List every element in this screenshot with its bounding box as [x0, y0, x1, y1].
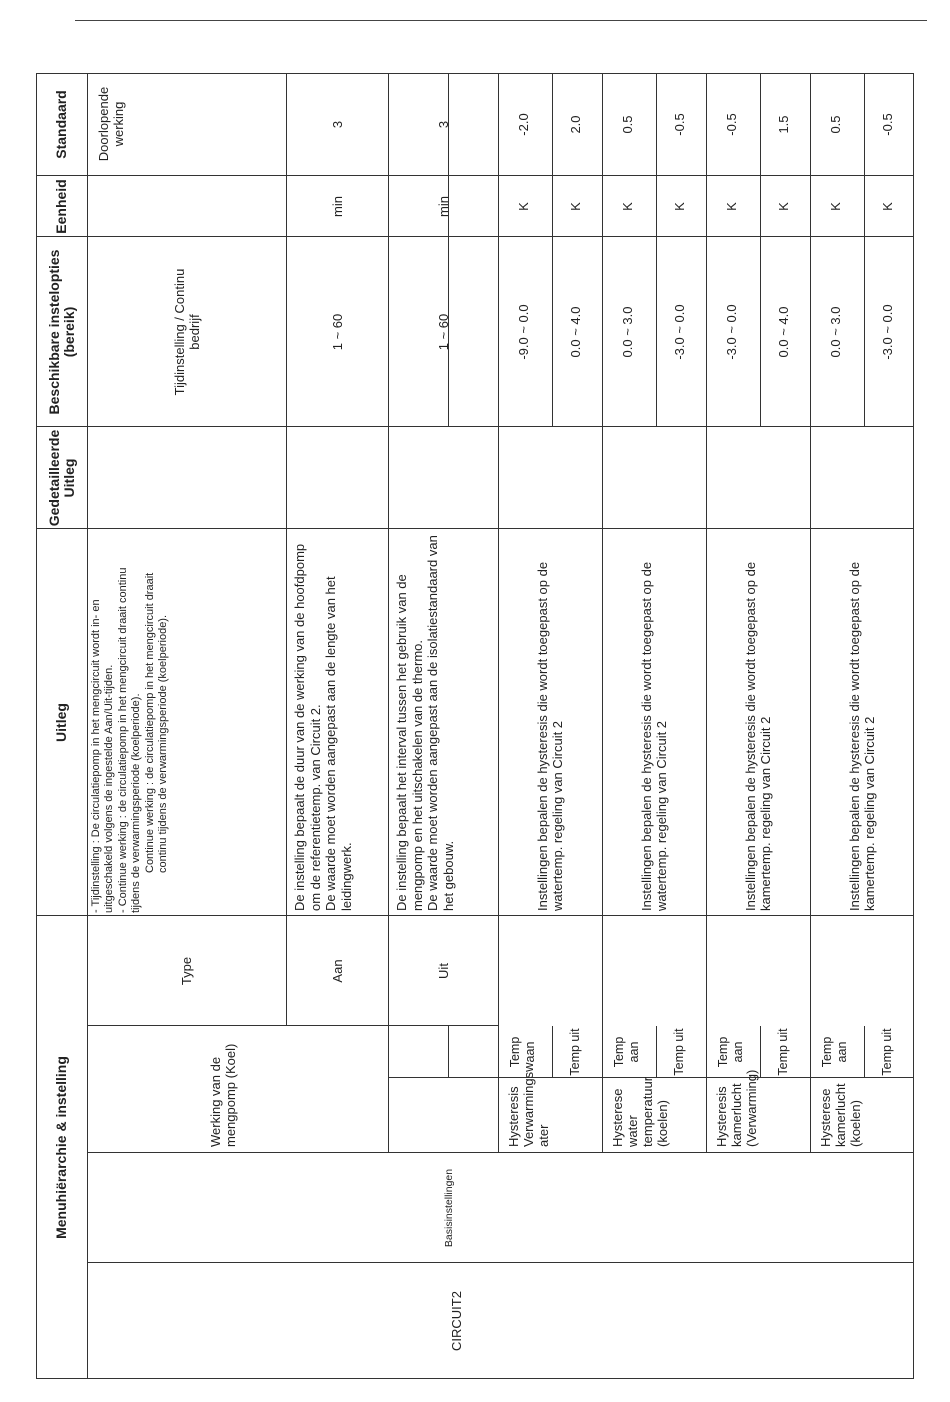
temp-on-range: 0.0 ~ 3.0	[827, 306, 843, 358]
header-uitleg: Uitleg	[53, 703, 69, 742]
temp-off-unit: K	[567, 202, 583, 211]
header-range: Beschikbare instelopties (bereik)	[45, 249, 77, 415]
temp-off-range: 0.0 ~ 4.0	[775, 306, 791, 358]
menu-level1: CIRCUIT2	[448, 1291, 464, 1351]
row-aan-unit: min	[329, 196, 345, 217]
temp-off-standard: 1.5	[775, 115, 791, 134]
temp-off-label: Temp uit	[671, 1028, 686, 1076]
temp-off-unit: K	[879, 202, 895, 211]
row-type-explanation	[90, 531, 284, 913]
row-uit-explanation: De instelling bepaalt het interval tussen het gebruik van de mengpomp en het uitschakelen van de thermo. De waarde moet worden aangepast aan de isolatiestandaard van het gebouw.	[394, 535, 456, 911]
temp-off-label: Temp uit	[567, 1028, 582, 1076]
temp-off-range: -3.0 ~ 0.0	[879, 304, 895, 360]
header-standard: Standaard	[53, 90, 69, 159]
row-uit-label: Uit	[435, 963, 451, 979]
temp-on-standard: 0.5	[827, 115, 843, 134]
temp-off-standard: -0.5	[879, 113, 895, 136]
type-expl-2: - Continue werking : de circulatiepomp in het mengcircuit draait continu tijdens de verwarmingsperiode (koelperiode).	[116, 567, 143, 913]
temp-on-standard: -0.5	[723, 113, 739, 136]
temp-on-standard: 0.5	[619, 115, 635, 134]
temp-on-range: -9.0 ~ 0.0	[515, 304, 531, 360]
group-explanation: Instellingen bepalen de hysteresis die wordt toegepast op de kamertemp. regeling van Circuit 2	[742, 561, 773, 911]
temp-off-label: Temp uit	[879, 1028, 894, 1076]
temp-on-range: 0.0 ~ 3.0	[619, 306, 635, 358]
type-expl-3: Continue werking : de circulatiepomp in het mengcircuit draait continu tijdens de verwarmingsperiode (koelperiode).	[143, 572, 170, 873]
temp-on-standard: -2.0	[515, 113, 531, 136]
temp-off-range: -3.0 ~ 0.0	[671, 304, 687, 360]
temp-on-unit: K	[827, 202, 843, 211]
temp-off-standard: -0.5	[671, 113, 687, 136]
temp-on-label: Temp aan	[820, 1036, 849, 1068]
row-type-unit	[87, 176, 286, 237]
temp-off-unit: K	[671, 202, 687, 211]
type-expl-1: - Tijdinstelling : De circulatiepomp in het mengcircuit wordt in- en uitgeschakeld volgens de ingestelde Aan/Uit-tijden.	[90, 599, 116, 913]
row-uit-range: 1 ~ 60	[435, 313, 451, 351]
group-name: Hysterese water temperatuur (koelen)	[610, 1076, 670, 1147]
row-aan-explanation: De instelling bepaalt de duur van de werking van de hoofdpomp om de referentietemp. van Circuit 2. De waarde moet worden aangepast aan de lengte van het leidingwerk.	[292, 543, 354, 911]
temp-on-unit: K	[619, 202, 635, 211]
menu-level3: Werking van de mengpomp (Koel)	[208, 1043, 238, 1147]
temp-on-unit: K	[723, 202, 739, 211]
menu-level2: Basisinstellingen	[443, 1168, 455, 1248]
temp-on-unit: K	[515, 202, 531, 211]
group-name: Hysteresis kamerlucht (Verwarming)	[714, 1069, 759, 1147]
group-name: Hysteresis Verwarmingsw ater	[506, 1062, 551, 1147]
group-explanation: Instellingen bepalen de hysteresis die wordt toegepast op de watertemp. regeling van Circuit 2	[638, 561, 669, 911]
temp-on-range: -3.0 ~ 0.0	[723, 304, 739, 360]
temp-off-range: 0.0 ~ 4.0	[567, 306, 583, 358]
group-explanation: Instellingen bepalen de hysteresis die wordt toegepast op de watertemp. regeling van Circuit 2	[534, 561, 565, 911]
group-name: Hysterese kamerlucht (koelen)	[818, 1083, 863, 1147]
settings-table	[36, 73, 914, 1379]
header-menu: Menuhiërarchie & instelling	[53, 1056, 69, 1239]
temp-on-label: Temp aan	[508, 1036, 537, 1068]
temp-off-label: Temp uit	[775, 1028, 790, 1076]
row-aan-range: 1 ~ 60	[329, 313, 345, 351]
header-detail: Gedetailleerde Uitleg	[45, 429, 77, 527]
temp-off-standard: 2.0	[567, 115, 583, 134]
row-uit-unit: min	[435, 196, 451, 217]
temp-off-unit: K	[775, 202, 791, 211]
header-unit: Eenheid	[53, 179, 69, 234]
row-aan-standard: 3	[329, 120, 345, 129]
row-uit-standard: 3	[435, 120, 451, 129]
rotated-table-frame	[36, 73, 914, 1379]
group-explanation: Instellingen bepalen de hysteresis die wordt toegepast op de kamertemp. regeling van Circuit 2	[846, 561, 877, 911]
row-aan-label: Aan	[329, 959, 345, 983]
temp-on-label: Temp aan	[612, 1036, 641, 1068]
temp-on-label: Temp aan	[716, 1036, 745, 1068]
row-type-range: Tijdinstelling / Continu bedrijf	[171, 268, 202, 396]
row-type-standard: Doorlopende werking	[96, 86, 126, 162]
page-top-rule	[75, 20, 927, 21]
row-type-label: Type	[179, 956, 194, 986]
